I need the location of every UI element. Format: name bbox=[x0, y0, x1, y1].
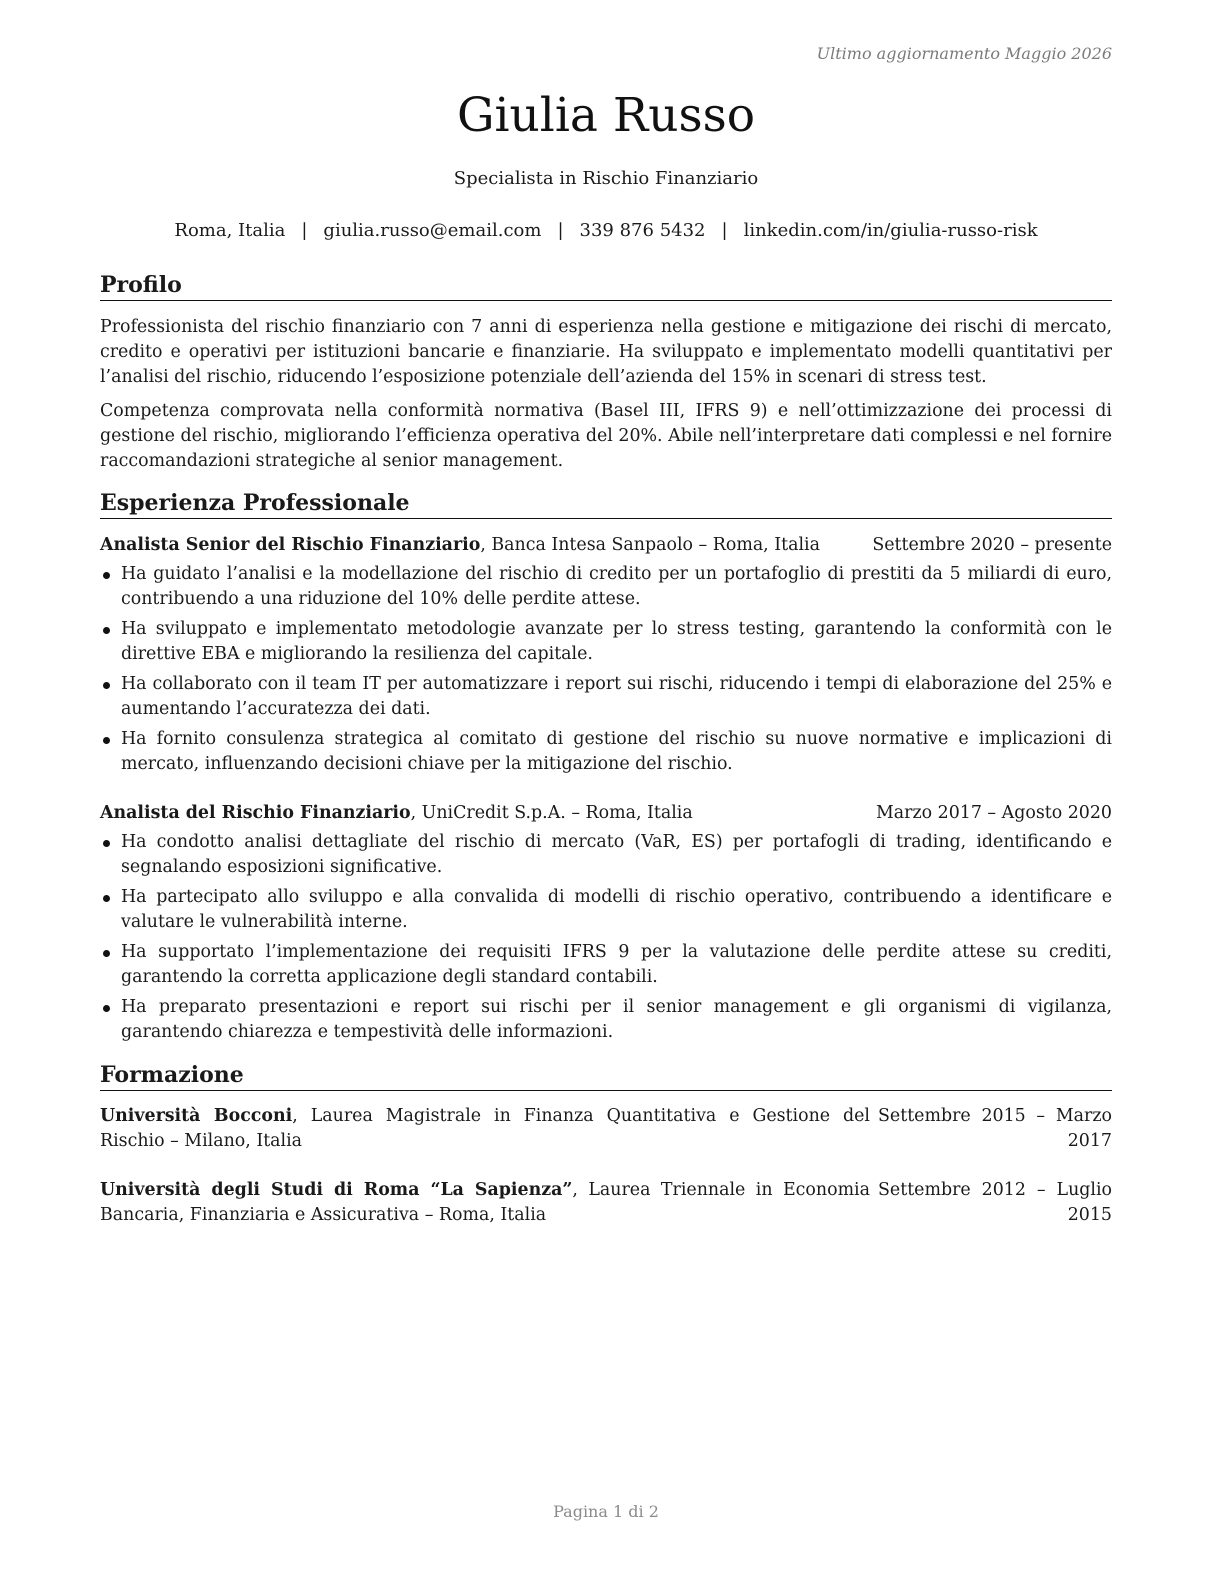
bullet-icon bbox=[103, 682, 110, 689]
section-title-profile: Profilo bbox=[100, 271, 1112, 301]
bullet-text: Ha fornito consulenza strategica al comitato di gestione del rischio su nuove normative e implicazioni di mercato, influenzando decisioni chiave per la mitigazione del rischio. bbox=[121, 729, 1112, 774]
school-name: Università Bocconi bbox=[100, 1106, 293, 1126]
degree-detail: , Laurea Triennale in Economia Bancaria, Finanziaria e Assicurativa – Roma, Italia bbox=[100, 1180, 870, 1225]
job-bullet-list bbox=[100, 830, 1112, 1050]
job-bullet-list bbox=[100, 562, 1112, 782]
contact-email[interactable]: giulia.russo@email.com bbox=[323, 220, 542, 241]
education-entry bbox=[100, 1178, 1112, 1228]
bullet-text: Ha collaborato con il team IT per automatizzare i report sui rischi, riducendo i tempi di elaborazione del 25% e aumentando l’accuratezza dei dati. bbox=[121, 674, 1112, 719]
list-item bbox=[100, 562, 1112, 612]
list-item bbox=[100, 617, 1112, 667]
candidate-name: Giulia Russo bbox=[456, 88, 756, 143]
school-name: Università degli Studi di Roma “La Sapienza” bbox=[100, 1180, 573, 1200]
bullet-icon bbox=[103, 895, 110, 902]
education-dates: Settembre 2012 – Luglio 2015 bbox=[878, 1180, 1112, 1225]
bullet-icon bbox=[103, 840, 110, 847]
separator: | bbox=[301, 220, 308, 241]
job-title: Analista del Rischio Finanziario bbox=[100, 803, 411, 823]
bullet-icon bbox=[103, 627, 110, 634]
profile-paragraph: Professionista del rischio finanziario con 7 anni di esperienza nella gestione e mitigazione dei rischi di mercato, credito e operativi per istituzioni bancarie e finanziarie. Ha sviluppato e implementato modelli quantitativi per l’analisi del rischio, riducendo l’esposizione potenziale dell’azienda del 15% in scenari di stress test. bbox=[100, 317, 1112, 387]
contact-location: Roma, Italia bbox=[174, 220, 286, 241]
list-item bbox=[100, 885, 1112, 935]
list-item bbox=[100, 830, 1112, 880]
bullet-icon bbox=[103, 1005, 110, 1012]
education-entry bbox=[100, 1104, 1112, 1154]
bullet-text: Ha supportato l’implementazione dei requisiti IFRS 9 per la valutazione delle perdite attese su crediti, garantendo la corretta applicazione degli standard contabili. bbox=[121, 942, 1112, 987]
job-dates: Settembre 2020 – presente bbox=[872, 535, 1112, 555]
contact-line bbox=[100, 219, 1112, 243]
education-description bbox=[100, 1104, 870, 1154]
profile-paragraph: Competenza comprovata nella conformità normativa (Basel III, IFRS 9) e nell’ottimizzazione dei processi di gestione del rischio, migliorando l’efficienza operativa del 20%. Abile nell’interpretare dati complessi e nel fornire raccomandazioni strategiche al senior management. bbox=[100, 401, 1112, 471]
bullet-text: Ha sviluppato e implementato metodologie avanzate per lo stress testing, garantendo la conformità con le direttive EBA e migliorando la resilienza del capitale. bbox=[121, 619, 1112, 664]
bullet-text: Ha guidato l’analisi e la modellazione del rischio di credito per un portafoglio di prestiti da 5 miliardi di euro, contribuendo a una riduzione del 10% delle perdite attese. bbox=[121, 564, 1112, 609]
job-entry-header bbox=[100, 801, 1112, 826]
job-company: , Banca Intesa Sanpaolo – Roma, Italia bbox=[480, 535, 820, 555]
job-company: , UniCredit S.p.A. – Roma, Italia bbox=[410, 803, 693, 823]
job-entry-header bbox=[100, 533, 1112, 558]
bullet-icon bbox=[103, 737, 110, 744]
job-headline: Specialista in Rischio Finanziario bbox=[453, 168, 759, 189]
list-item bbox=[100, 940, 1112, 990]
job-dates: Marzo 2017 – Agosto 2020 bbox=[876, 803, 1112, 823]
section-title-education: Formazione bbox=[100, 1061, 1112, 1091]
resume-page bbox=[100, 0, 1112, 1584]
contact-phone: 339 876 5432 bbox=[579, 220, 706, 241]
degree-detail: , Laurea Magistrale in Finanza Quantitativa e Gestione del Rischio – Milano, Italia bbox=[100, 1106, 870, 1151]
bullet-text: Ha condotto analisi dettagliate del rischio di mercato (VaR, ES) per portafogli di trading, identificando e segnalando esposizioni significative. bbox=[121, 832, 1112, 877]
last-updated: Ultimo aggiornamento Maggio 2026 bbox=[816, 44, 1112, 63]
job-title: Analista Senior del Rischio Finanziario bbox=[100, 535, 481, 555]
list-item bbox=[100, 727, 1112, 777]
contact-linkedin[interactable]: linkedin.com/in/giulia-russo-risk bbox=[743, 220, 1038, 241]
page-number: Pagina 1 di 2 bbox=[553, 1502, 659, 1521]
bullet-icon bbox=[103, 950, 110, 957]
separator: | bbox=[721, 220, 728, 241]
bullet-icon bbox=[103, 572, 110, 579]
section-title-experience: Esperienza Professionale bbox=[100, 489, 1112, 519]
bullet-text: Ha preparato presentazioni e report sui rischi per il senior management e gli organismi di vigilanza, garantendo chiarezza e tempestività delle informazioni. bbox=[121, 997, 1112, 1042]
education-dates: Settembre 2015 – Marzo 2017 bbox=[878, 1106, 1112, 1151]
list-item bbox=[100, 995, 1112, 1045]
separator: | bbox=[557, 220, 564, 241]
education-description bbox=[100, 1178, 870, 1228]
list-item bbox=[100, 672, 1112, 722]
bullet-text: Ha partecipato allo sviluppo e alla convalida di modelli di rischio operativo, contribuendo a identificare e valutare le vulnerabilità interne. bbox=[121, 887, 1112, 932]
